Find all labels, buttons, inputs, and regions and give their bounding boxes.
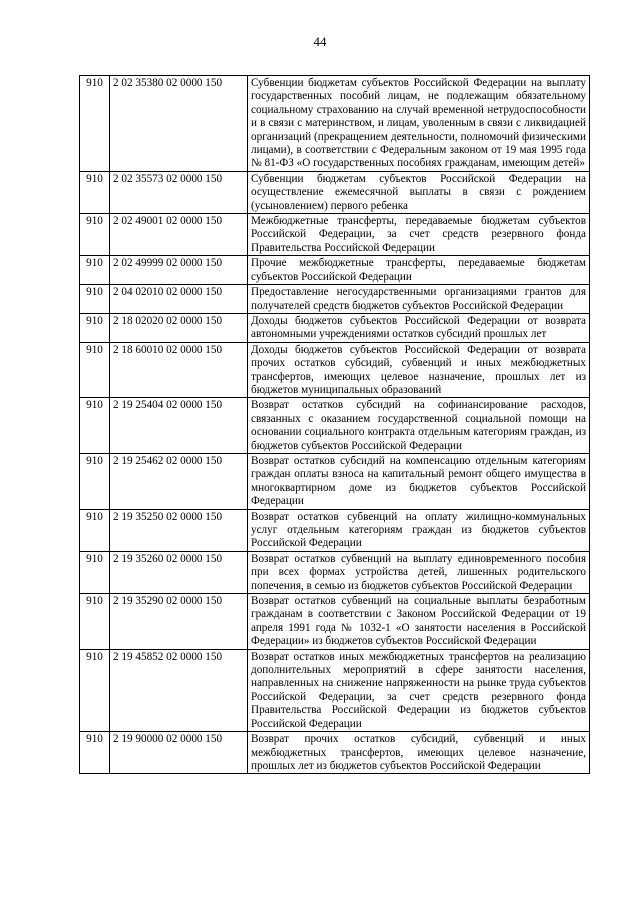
revenue-name-cell: Прочие межбюджетные трансферты, передаваемые бюджетам субъектов Российской Федерации [248, 256, 590, 285]
table-row [80, 453, 590, 509]
page-number: 44 [313, 34, 327, 49]
budget-classification-code-cell: 2 19 25404 02 0000 150 [110, 398, 248, 454]
budget-classification-code-cell: 2 02 49999 02 0000 150 [110, 256, 248, 285]
administrator-code-cell: 910 [80, 285, 110, 314]
budget-classification-code-cell: 2 02 35380 02 0000 150 [110, 76, 248, 172]
budget-classification-code-cell: 2 19 35260 02 0000 150 [110, 551, 248, 593]
administrator-code-cell: 910 [80, 76, 110, 172]
budget-classification-code-cell: 2 04 02010 02 0000 150 [110, 285, 248, 314]
revenue-name-cell: Возврат остатков субвенций на социальные выплаты безработным гражданам в соответствии с Законом Российской Федерации от 19 апреля 1991 года № 1032-1 «О занятости населения в Российской Федерации» из бюджетов субъектов Российской Федерации [248, 594, 590, 650]
budget-classification-code-cell: 2 19 90000 02 0000 150 [110, 732, 248, 774]
administrator-code-cell: 910 [80, 509, 110, 551]
budget-classification-code-cell: 2 19 45852 02 0000 150 [110, 649, 248, 731]
budget-classification-code-cell: 2 18 02020 02 0000 150 [110, 313, 248, 342]
table-body [80, 76, 590, 774]
revenue-name-cell: Доходы бюджетов субъектов Российской Федерации от возврата прочих остатков субсидий, субвенций и иных межбюджетных трансфертов, имеющих целевое назначение, прошлых лет из бюджетов муниципальных образований [248, 342, 590, 398]
table-row [80, 171, 590, 213]
administrator-code-cell: 910 [80, 732, 110, 774]
revenue-name-cell: Доходы бюджетов субъектов Российской Федерации от возврата автономными учреждениями остатков субсидий прошлых лет [248, 313, 590, 342]
revenue-name-cell: Возврат остатков субвенций на выплату единовременного пособия при всех формах устройства детей, лишенных родительского попечения, в семью из бюджетов субъектов Российской Федерации [248, 551, 590, 593]
table-row [80, 313, 590, 342]
administrator-code-cell: 910 [80, 649, 110, 731]
table-row [80, 285, 590, 314]
revenue-name-cell: Возврат прочих остатков субсидий, субвенций и иных межбюджетных трансфертов, имеющих целевое назначение, прошлых лет из бюджетов субъектов Российской Федерации [248, 732, 590, 774]
table-row [80, 594, 590, 650]
administrator-code-cell: 910 [80, 313, 110, 342]
table-row [80, 732, 590, 774]
revenue-codes-table [79, 75, 590, 774]
revenue-name-cell: Субвенции бюджетам субъектов Российской Федерации на выплату государственных пособий лицам, не подлежащим обязательному социальному страхованию на случай временной нетрудоспособности и в связи с материнством, и лицам, уволенным в связи с ликвидацией организаций (прекращением деятельности, полномочий физическими лицами), в соответствии с Федеральным законом от 19 мая 1995 года № 81-ФЗ «О государственных пособиях гражданам, имеющим детей» [248, 76, 590, 172]
table-row [80, 551, 590, 593]
revenue-name-cell: Субвенции бюджетам субъектов Российской Федерации на осуществление ежемесячной выплаты в связи с рождением (усыновлением) первого ребенка [248, 171, 590, 213]
revenue-name-cell: Предоставление негосударственными организациями грантов для получателей средств бюджетов субъектов Российской Федерации [248, 285, 590, 314]
administrator-code-cell: 910 [80, 398, 110, 454]
administrator-code-cell: 910 [80, 453, 110, 509]
table-row [80, 398, 590, 454]
budget-classification-code-cell: 2 02 49001 02 0000 150 [110, 214, 248, 256]
table-row [80, 649, 590, 731]
table-row [80, 214, 590, 256]
table-row [80, 342, 590, 398]
table-row [80, 509, 590, 551]
budget-classification-code-cell: 2 19 25462 02 0000 150 [110, 453, 248, 509]
administrator-code-cell: 910 [80, 342, 110, 398]
revenue-name-cell: Межбюджетные трансферты, передаваемые бюджетам субъектов Российской Федерации, за счет средств резервного фонда Правительства Российской Федерации [248, 214, 590, 256]
administrator-code-cell: 910 [80, 594, 110, 650]
administrator-code-cell: 910 [80, 551, 110, 593]
revenue-name-cell: Возврат остатков иных межбюджетных трансфертов на реализацию дополнительных мероприятий в сфере занятости населения, направленных на снижение напряженности на рынке труда субъектов Российской Федерации, за счет средств резервного фонда Правительства Российской Федерации из бюджетов субъектов Российской Федерации [248, 649, 590, 731]
administrator-code-cell: 910 [80, 214, 110, 256]
administrator-code-cell: 910 [80, 256, 110, 285]
table-row [80, 76, 590, 172]
budget-classification-code-cell: 2 18 60010 02 0000 150 [110, 342, 248, 398]
revenue-name-cell: Возврат остатков субсидий на софинансирование расходов, связанных с оказанием государственной социальной помощи на основании социального контракта отдельным категориям граждан, из бюджетов субъектов Российской Федерации [248, 398, 590, 454]
administrator-code-cell: 910 [80, 171, 110, 213]
revenue-name-cell: Возврат остатков субсидий на компенсацию отдельным категориям граждан оплаты взноса на капитальный ремонт общего имущества в многоквартирном доме из бюджетов субъектов Российской Федерации [248, 453, 590, 509]
revenue-name-cell: Возврат остатков субвенций на оплату жилищно-коммунальных услуг отдельным категориям граждан из бюджетов субъектов Российской Федерации [248, 509, 590, 551]
budget-classification-code-cell: 2 02 35573 02 0000 150 [110, 171, 248, 213]
budget-classification-code-cell: 2 19 35250 02 0000 150 [110, 509, 248, 551]
budget-classification-code-cell: 2 19 35290 02 0000 150 [110, 594, 248, 650]
table-row [80, 256, 590, 285]
